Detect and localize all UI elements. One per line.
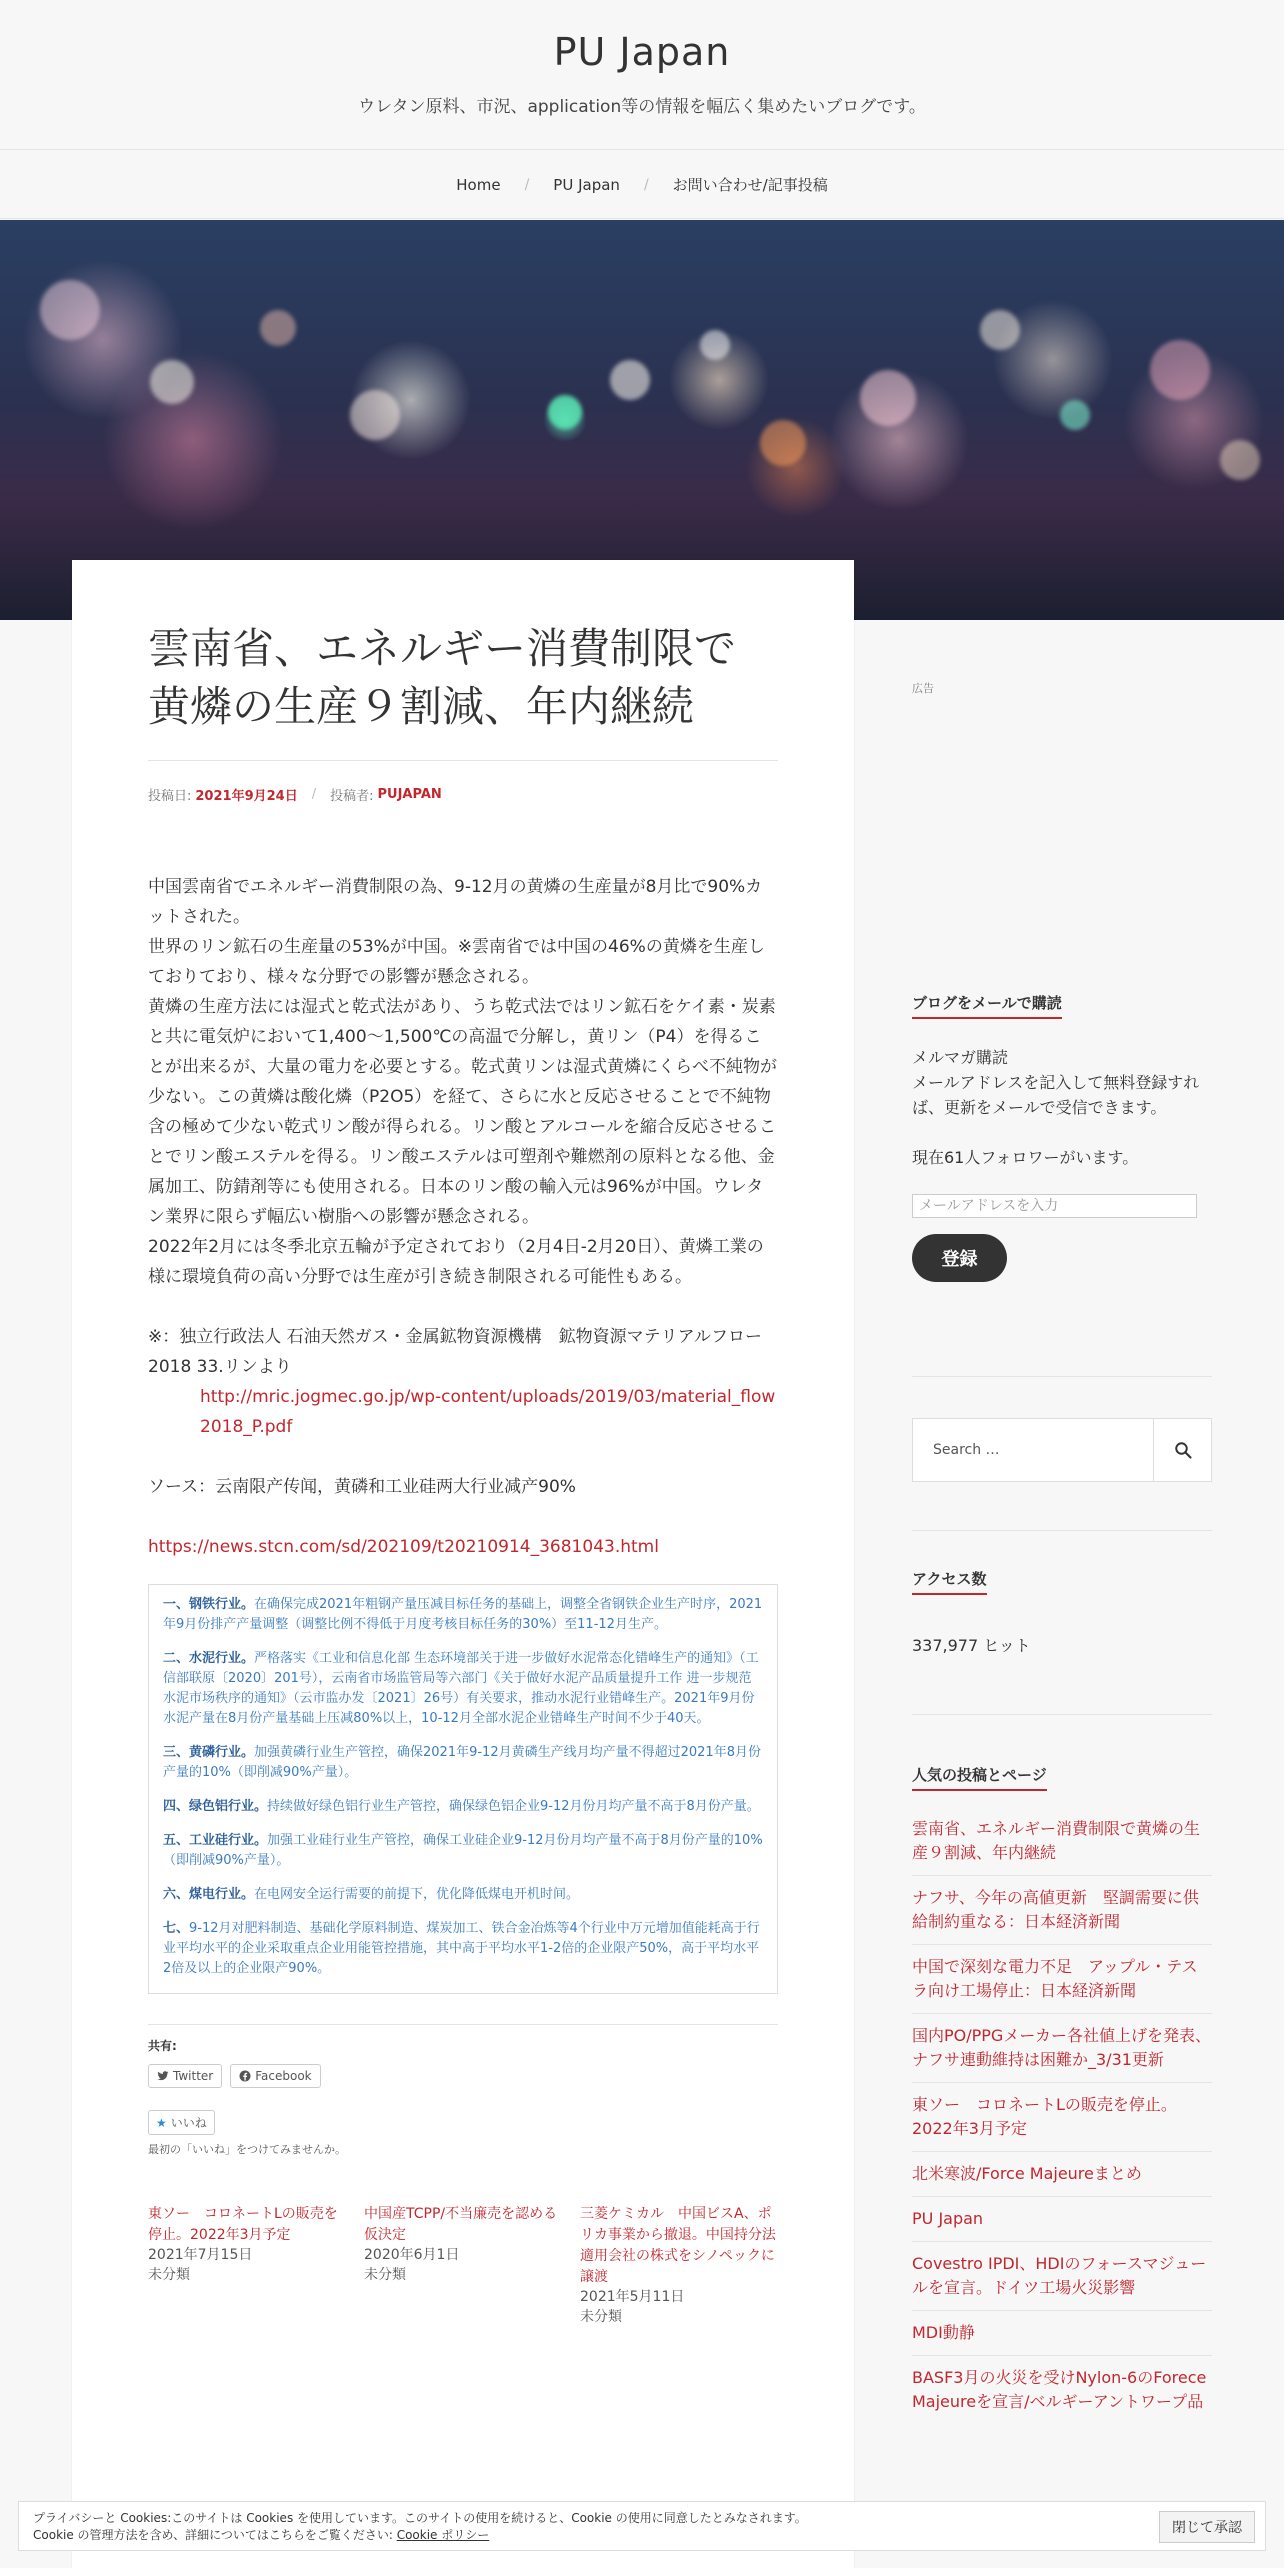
author-label: 投稿者: (330, 789, 374, 804)
widget-divider (912, 1530, 1212, 1531)
subscribe-button[interactable]: 登録 (912, 1234, 1007, 1282)
entry-meta (148, 785, 778, 804)
email-field[interactable]: メールアドレスを入力 (912, 1194, 1197, 1218)
site-title[interactable]: PU Japan (553, 30, 731, 74)
cookie-accept-button[interactable]: 閉じて承認 (1159, 2511, 1255, 2543)
entry-title (148, 620, 778, 736)
popular-post-link[interactable]: 中国で深刻な電力不足 アップル・テスラ向け工場停止：日本経済新聞 (912, 1945, 1212, 2014)
cookie-text: プライバシーと Cookies:このサイトは Cookies を使用しています。このサイトの使用を続けると、Cookie の使用に同意したとみなされます。 Cookie の管理方法を含め、詳細についてはこちらをご覧ください: Cookie ポリシー (33, 2511, 807, 2542)
star-icon: ★ (156, 2115, 167, 2130)
cookie-banner (18, 2501, 1266, 2551)
entry-content (148, 872, 778, 1562)
policy-item: 三、黄磷行业。加强黄磷行业生产管控，确保2021年9-12月黄磷生产线月均产量不得超过2021年8月份产量的10%（即削减90%产量）。 (163, 1745, 761, 1780)
nav-separator: / (643, 176, 649, 193)
search-icon (1174, 1441, 1192, 1459)
related-post: 東ソー コロネートLの販売を停止。2022年3月予定 2021年7月15日 未分類 (148, 2206, 338, 2283)
title-divider (148, 760, 778, 761)
source-text: ソース：云南限产传闻，黄磷和工业硅两大行业减产90% (148, 1477, 576, 1497)
site-header (0, 0, 1284, 150)
hit-count: 337,977 ヒット (912, 1636, 1031, 1655)
popular-post-link[interactable]: MDI動静 (912, 2311, 1212, 2356)
nav-separator: / (524, 176, 530, 193)
main-navigation (0, 151, 1284, 219)
related-post: 三菱ケミカル 中国ビスA、ポリカ事業から撤退。中国持分法適用会社の株式をシノペックに譲渡 2021年5月11日 未分類 (580, 2206, 776, 2325)
ad-label: 広告 (912, 682, 934, 695)
meta-separator: / (311, 787, 317, 802)
paragraph: 世界のリン鉱石の生産量の53%が中国。※雲南省では中国の46%の黄燐を生産しておりており、様々な分野での影響が懸念される。 (148, 937, 765, 987)
paragraph: 中国雲南省でエネルギー消費制限の為、9-12月の黄燐の生産量が8月比で90%カットされた。 (148, 877, 763, 927)
author-link[interactable]: PUJAPAN (377, 787, 442, 802)
widget-divider (912, 1714, 1212, 1715)
nav-item-pu-japan[interactable]: PU Japan (553, 175, 620, 194)
like-note: 最初の「いいね」をつけてみませんか。 (148, 2143, 346, 2156)
policy-item: 五、工业硅行业。加强工业硅行业生产管控，确保工业硅企业9-12月份月均产量不高于8月份产量的10%（即削减90%产量）。 (163, 1833, 763, 1868)
facebook-share-button[interactable]: Facebook (230, 2064, 320, 2088)
site-description: ウレタン原料、市況、application等の情報を幅広く集めたいブログです。 (358, 97, 926, 117)
twitter-share-button[interactable]: Twitter (148, 2064, 222, 2088)
popular-post-link[interactable]: PU Japan (912, 2197, 1212, 2242)
widget-title: アクセス数 (912, 1568, 987, 1595)
paragraph: 2022年2月には冬季北京五輪が予定されており（2月4日-2月20日）、黄燐工業の様に環境負荷の高い分野では生産が引き続き制限される可能性もある。 (148, 1237, 764, 1287)
popular-post-link[interactable]: 雲南省、エネルギー消費制限で黄燐の生産９割減、年内継続 (912, 1807, 1212, 1876)
access-count-widget (912, 1568, 1212, 1656)
share-label: 共有: (148, 2024, 778, 2054)
related-post: 中国産TCPP/不当廉売を認める仮決定 2020年6月1日 未分類 (364, 2206, 558, 2283)
widget-title: ブログをメールで購読 (912, 992, 1062, 1019)
source-link[interactable]: https://news.stcn.com/sd/202109/t20210914_3681043.html (148, 1537, 659, 1557)
cookie-policy-link[interactable]: Cookie ポリシー (396, 2528, 490, 2542)
widget-title: 人気の投稿とページ (912, 1764, 1047, 1791)
source-note: ※：独立行政法人 石油天然ガス・金属鉱物資源機構 鉱物資源マテリアルフロー 2018 33.リンより (148, 1327, 762, 1377)
policy-item: 四、绿色铝行业。持续做好绿色铝行业生产管控，确保绿色铝企业9-12月份月均产量不高于8月份产量。 (163, 1799, 760, 1814)
popular-posts-list (912, 1807, 1212, 2424)
subscribe-text: メルマガ購読 メールアドレスを記入して無料登録すれば、更新をメールで受信できます。 (912, 1048, 1200, 1117)
email-subscribe-widget (912, 992, 1212, 1282)
search-button[interactable] (1153, 1419, 1211, 1481)
popular-posts-widget (912, 1764, 1212, 2424)
related-post-link[interactable]: 東ソー コロネートLの販売を停止。2022年3月予定 (148, 2206, 338, 2243)
follower-count: 現在61人フォロワーがいます。 (912, 1148, 1139, 1167)
like-button[interactable]: ★ いいね (148, 2110, 215, 2135)
search-form (912, 1418, 1212, 1482)
policy-item: 七、9-12月对肥料制造、基础化学原料制造、煤炭加工、铁合金冶炼等4个行业中万元增加值能耗高于行业平均水平的企业采取重点企业用能管控措施，其中高于平均水平1-2倍的企业限产50%，高于平均水平2倍及以上的企业限产90%。 (163, 1921, 760, 1976)
popular-post-link[interactable]: BASF3月の火災を受けNylon-6のForece Majeureを宣言/ベルギーアントワープ品 (912, 2368, 1207, 2411)
article-card (72, 560, 854, 2568)
chinese-policy-image (148, 1584, 778, 1994)
nav-item-home[interactable]: Home (456, 175, 501, 194)
policy-item: 一、钢铁行业。在确保完成2021年粗钢产量压减目标任务的基础上，调整全省钢铁企业生产时序，2021年9月份排产产量调整（调整比例不得低于月度考核目标任务的30%）至11-12月生产。 (163, 1597, 763, 1632)
entry-title-line2: 黄燐の生産９割減、年内継続 (148, 682, 695, 731)
related-posts (148, 2203, 778, 2327)
posted-label: 投稿日: (148, 789, 192, 804)
policy-item: 二、水泥行业。严格落实《工业和信息化部 生态环境部关于进一步做好水泥常态化错峰生产的通知》（工信部联原〔2020〕201号），云南省市场监管局等六部门《关于做好水泥产品质量提升工作 进一步规范水泥市场秩序的通知》（云市监办发〔2021〕26号）有关要求，推动水泥行业错峰生产。2021年9月份水泥产量在8月份产量基础上压减80%以上，10-12月全部水泥企业错峰生产时间不少于40天。 (163, 1651, 759, 1726)
popular-post-link[interactable]: 東ソー コロネートLの販売を停止。2022年3月予定 (912, 2083, 1212, 2152)
related-post-link[interactable]: 三菱ケミカル 中国ビスA、ポリカ事業から撤退。中国持分法適用会社の株式をシノペックに譲渡 (580, 2206, 776, 2285)
policy-item: 六、煤电行业。在电网安全运行需要的前提下，优化降低煤电开机时间。 (163, 1887, 580, 1902)
entry-title-line1: 雲南省、エネルギー消費制限で (148, 624, 737, 673)
popular-post-link[interactable]: 北米寒波/Force Majeureまとめ (912, 2152, 1212, 2197)
share-buttons (148, 2064, 778, 2088)
popular-post-link[interactable]: ナフサ、今年の高値更新 堅調需要に供給制約重なる：日本経済新聞 (912, 1876, 1212, 1945)
related-post-link[interactable]: 中国産TCPP/不当廉売を認める仮決定 (364, 2206, 558, 2243)
paragraph: 黄燐の生産方法には湿式と乾式法があり、うち乾式法ではリン鉱石をケイ素・炭素と共に電気炉において1,400〜1,500℃の高温で分解し，黄リン（P4）を得ることが出来るが、大量の電力を必要とする。乾式黄リンは湿式黄燐にくらべ不純物が少ない。この黄燐は酸化燐（P2O5）を経て、さらに水と反応させることで不純物含の極めて少ない乾式リン酸が得られる。リン酸とアルコールを縮合反応させることでリン酸エステルを得る。リン酸エステルは可塑剤や難燃剤の原料となる他、金属加工、防錆剤等にも使用される。日本のリン酸の輸入元は96%が中国。ウレタン業界に限らず幅広い樹脂への影響が懸念される。 (148, 997, 777, 1227)
nav-item-contact[interactable]: お問い合わせ/記事投稿 (672, 176, 828, 194)
material-flow-link[interactable]: http://mric.jogmec.go.jp/wp-content/uploads/2019/03/material_flow2018_P.pdf (200, 1387, 776, 1437)
popular-post-link[interactable]: 国内PO/PPGメーカー各社値上げを発表、ナフサ連動維持は困難か_3/31更新 (912, 2014, 1212, 2083)
widget-divider (912, 1376, 1212, 1377)
search-input[interactable]: Search … (933, 1442, 1000, 1458)
popular-post-link[interactable]: Covestro IPDI、HDIのフォースマジュールを宣言。ドイツ工場火災影響 (912, 2242, 1212, 2311)
facebook-icon (239, 2070, 251, 2082)
twitter-icon (157, 2070, 169, 2082)
posted-date-link[interactable]: 2021年9月24日 (195, 789, 298, 804)
